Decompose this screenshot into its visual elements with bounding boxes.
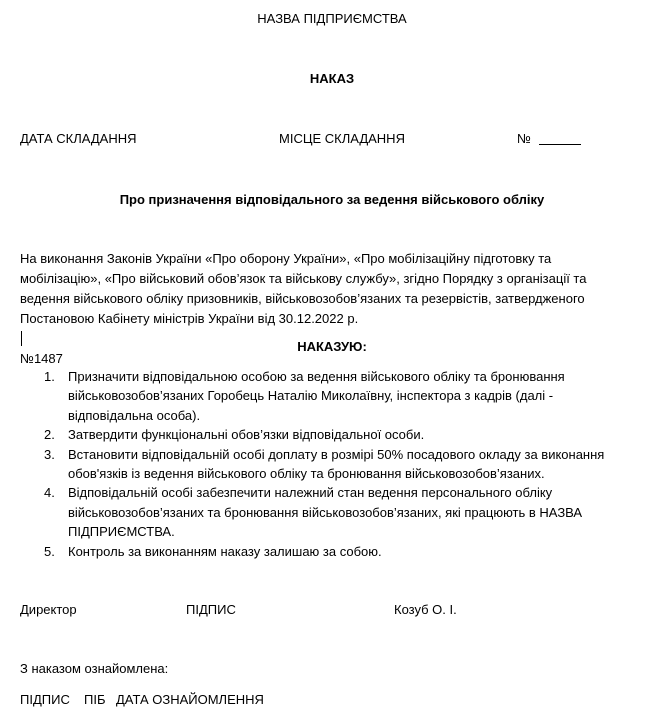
signature-sign: ПІДПИС: [186, 602, 236, 617]
number-label: №: [517, 131, 531, 146]
document-type: НАКАЗ: [309, 71, 355, 86]
preamble-line: На виконання Законів України «Про оборону України», «Про мобілізаційну підготовку та: [20, 251, 552, 266]
item-line: військовозобов’язаних та бронювання військовозобов’язаних, які працюють в НАЗВА: [68, 504, 583, 520]
item-line: відповідальна особа).: [68, 407, 201, 423]
item-line: Затвердити функціональні обов’язки відповідальної особи.: [68, 427, 425, 443]
order-items: [20, 367, 640, 561]
number-blank[interactable]: [539, 132, 581, 145]
company-name: НАЗВА ПІДПРИЄМСТВА: [257, 11, 407, 26]
acquainted-label: З наказом ознайомлена:: [20, 661, 169, 676]
list-item: [20, 542, 640, 561]
list-item: [20, 445, 640, 484]
item-line: обов'язків із ведення військового обліку та бронювання військовозобов’язаних.: [68, 466, 545, 482]
decree-number: №1487: [20, 351, 63, 366]
acquainted-date: ДАТА ОЗНАЙОМЛЕННЯ: [116, 692, 264, 707]
document-title: Про призначення відповідального за ведення військового обліку: [119, 192, 545, 207]
item-number: 2.: [44, 427, 55, 443]
signature-role: Директор: [20, 602, 77, 617]
list-item: [20, 425, 640, 444]
preamble-line: мобілізацію», «Про військовий обов’язок та військову службу», згідно Порядку з організації та: [20, 271, 587, 286]
item-line: Призначити відповідальною особою за ведення військового обліку та бронювання: [68, 369, 565, 384]
acquainted-name: ПІБ: [84, 692, 106, 707]
signature-name: Козуб О. І.: [394, 602, 457, 617]
item-line: ПІДПРИЄМСТВА.: [68, 524, 175, 540]
preamble-line: ведення військового обліку призовників, військовозобов’язаних та резервістів, затвердженого: [20, 291, 585, 306]
list-item: [20, 483, 640, 541]
item-line: військовозобов’язаних Горобець Наталію Миколаївну, інспектора з кадрів (далі -: [68, 388, 554, 404]
order-number: [517, 131, 581, 147]
item-number: 3.: [44, 446, 55, 462]
place-label: МІСЦЕ СКЛАДАННЯ: [279, 131, 405, 146]
date-label: ДАТА СКЛАДАННЯ: [20, 131, 137, 146]
item-number: 1.: [44, 369, 55, 384]
item-line: Відповідальній особі забезпечити належний стан ведення персонального обліку: [68, 485, 553, 501]
preamble-line-text: Постановою Кабінету міністрів України від 30.12.2022 р.: [20, 311, 359, 326]
order-heading: НАКАЗУЮ:: [297, 339, 367, 354]
list-item: [20, 367, 640, 425]
item-line: Контроль за виконанням наказу залишаю за собою.: [68, 543, 382, 559]
item-number: 5.: [44, 543, 55, 559]
acquainted-sign: ПІДПИС: [20, 692, 70, 707]
item-line: Встановити відповідальній особі доплату в розмірі 50% посадового окладу за виконання: [68, 446, 605, 462]
item-number: 4.: [44, 485, 55, 501]
